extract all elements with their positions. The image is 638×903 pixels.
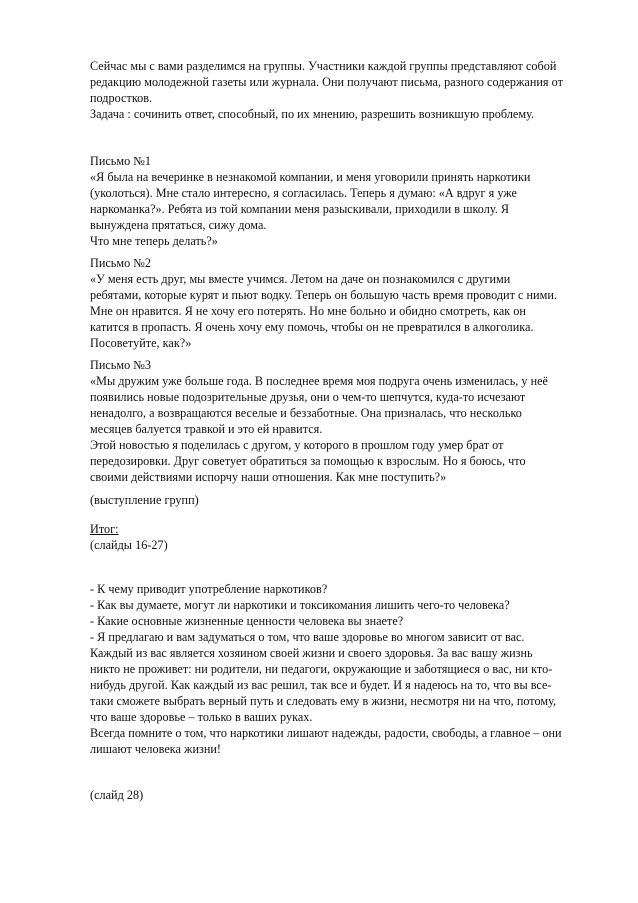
letter-1-line: Что мне теперь делать?»: [90, 234, 218, 248]
intro-task-line: Задача : сочинить ответ, способный, по их мнению, разрешить возникшую проблему.: [90, 107, 535, 121]
closing-line: таки сможете выбрать верный путь и следовать ему в жизни, несмотря ни на что, потому,: [90, 694, 557, 708]
intro-line: редакцию молодежной газеты или журнала. Они получают письма, разного содержания от: [90, 75, 563, 89]
letter-3-line: появились новые подозрительные друзья, они о чем-то шепчутся, куда-то исчезают: [90, 390, 526, 404]
letter-2-line: катится в пропасть. Я очень хочу ему помочь, чтобы он не превратился в алкоголика.: [90, 320, 534, 334]
letter-1-line: «Я была на вечеринке в незнакомой компании, и меня уговорили принять наркотики: [90, 170, 531, 184]
letter-3-line: передозировки. Друг советует обратиться за помощью к взрослым. Но я боюсь, что: [90, 454, 526, 468]
question-line: - Какие основные жизненные ценности человека вы знаете?: [90, 614, 404, 628]
question-line: - К чему приводит употребление наркотиков?: [90, 582, 328, 596]
letter-3-line: «Мы дружим уже больше года. В последнее время моя подруга очень изменилась, у неё: [90, 374, 548, 388]
letter-2-title: Письмо №2: [90, 256, 152, 270]
letter-1-title: Письмо №1: [90, 154, 152, 168]
letter-2-line: ребятами, которые курят и пьют водку. Теперь он большую часть время проводит с ними.: [90, 288, 557, 302]
intro-line: Сейчас мы с вами разделимся на группы. Участники каждой группы представляют собой: [90, 59, 557, 73]
final-slide-note: (слайд 28): [90, 788, 144, 802]
question-line: - Как вы думаете, могут ли наркотики и токсикомания лишить чего-то человека?: [90, 598, 510, 612]
letter-2-line: Посоветуйте, как?»: [90, 336, 192, 350]
closing-line: Всегда помните о том, что наркотики лишают надежды, радости, свободы, а главное – они: [90, 726, 562, 740]
closing-line: Каждый из вас является хозяином своей жизни и своего здоровья. За вас вашу жизнь: [90, 646, 533, 660]
letter-3-line: своими действиями испорчу наши отношения. Как мне поступить?»: [90, 470, 447, 484]
intro-line: подростков.: [90, 91, 153, 105]
letter-3-line: Этой новостью я поделилась с другом, у которого в прошлом году умер брат от: [90, 438, 504, 452]
letter-1-line: наркоманка?». Ребята из той компании меня разыскивали, приходили в школу. Я: [90, 202, 510, 216]
question-line: - Я предлагаю и вам задуматься о том, что ваше здоровье во многом зависит от вас.: [90, 630, 525, 644]
closing-line: нибудь другой. Как каждый из вас решил, так все и будет. И я надеюсь на то, что вы все-: [90, 678, 552, 692]
letter-2-line: Мне он нравится. Я не хочу его потерять. Но мне больно и обидно смотреть, как он: [90, 304, 526, 318]
letter-3-title: Письмо №3: [90, 358, 152, 372]
letter-2-line: «У меня есть друг, мы вместе учимся. Летом на даче он познакомился с другими: [90, 272, 511, 286]
letter-1-line: вынуждена прятаться, сижу дома.: [90, 218, 267, 232]
closing-line: что ваше здоровье – только в ваших руках.: [90, 710, 313, 724]
letter-3-line: месяцев балуется травкой и это ей нравится.: [90, 422, 323, 436]
letter-1-line: (уколоться). Мне стало интересно, я согласилась. Теперь я думаю: «А вдруг я уже: [90, 186, 517, 200]
summary-title: Итог:: [90, 522, 119, 536]
letter-3-line: ненадолго, а возвращаются веселые и беззаботные. Она призналась, что несколько: [90, 406, 522, 420]
groups-note: (выступление групп): [90, 493, 199, 507]
summary-slides: (слайды 16-27): [90, 538, 168, 552]
closing-line: никто не проживет: ни родители, ни педагоги, окружающие и заботящиеся о вас, ни кто-: [90, 662, 553, 676]
closing-line: лишают человека жизни!: [90, 742, 222, 756]
